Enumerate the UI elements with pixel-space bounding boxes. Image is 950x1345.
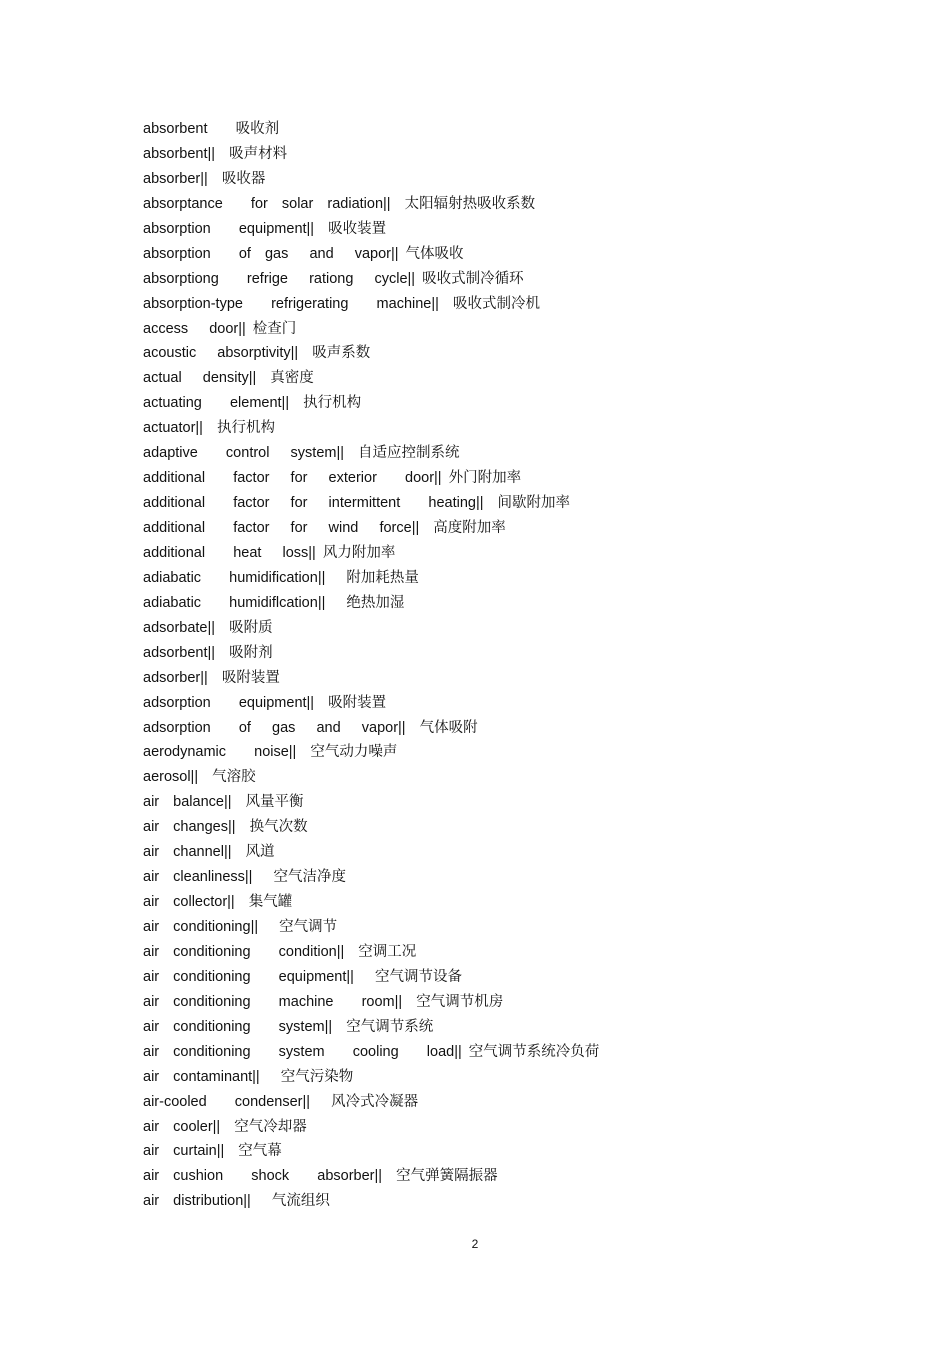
glossary-entry: air-cooled condenser|| 风冷式冷凝器 [143,1093,419,1110]
glossary-entry: aerosol|| 气溶胶 [143,769,256,786]
glossary-entry: adsorbate|| 吸附质 [143,619,273,636]
glossary-entry: air conditioning equipment|| 空气调节设备 [143,968,463,985]
glossary-entry: adiabatic humidiflcation|| 绝热加湿 [143,594,405,611]
glossary-entry: adsorber|| 吸附装置 [143,669,280,686]
glossary-entry: air curtain|| 空气幕 [143,1143,282,1160]
glossary-entry: additional factor for intermittent heating|| 间歇附加率 [143,495,571,512]
glossary-entry: air collector|| 集气罐 [143,894,293,911]
glossary-entry: adaptive control system|| 自适应控制系统 [143,445,460,462]
glossary-entry: air conditioning condition|| 空调工况 [143,943,417,960]
glossary-entry: acoustic absorptivity|| 吸声系数 [143,345,371,362]
glossary-list [143,117,599,1214]
glossary-entry: air conditioning system|| 空气调节系统 [143,1018,434,1035]
glossary-entry: additional factor for exterior door|| 外门附加率 [143,470,522,487]
glossary-entry: air cleanliness|| 空气洁净度 [143,869,347,886]
glossary-entry: absorption equipment|| 吸收装置 [143,220,387,237]
glossary-entry: actual density|| 真密度 [143,370,314,387]
glossary-entry: absorptance for solar radiation|| 太阳辐射热吸收系数 [143,195,536,212]
glossary-entry: additional factor for wind force|| 高度附加率 [143,520,506,536]
glossary-entry: absorption-type refrigerating machine|| 吸收式制冷机 [143,295,540,312]
glossary-entry: air changes|| 换气次数 [143,819,308,836]
glossary-entry: adsorbent|| 吸附剂 [143,644,273,661]
glossary-entry: air conditioning|| 空气调节 [143,919,338,935]
glossary-entry: air balance|| 风量平衡 [143,794,304,811]
glossary-entry: air conditioning machine room|| 空气调节机房 [143,993,504,1010]
glossary-entry: adsorption equipment|| 吸附装置 [143,694,387,711]
glossary-entry: access door|| 检查门 [143,320,297,337]
glossary-entry: additional heat loss|| 风力附加率 [143,544,396,561]
glossary-entry: air cushion shock absorber|| 空气弹簧隔振器 [143,1168,498,1185]
glossary-entry: absorbent|| 吸声材料 [143,145,288,162]
glossary-entry: absorptiong refrige rationg cycle|| 吸收式制冷循环 [143,270,524,287]
glossary-entry: air cooler|| 空气冷却器 [143,1118,307,1135]
glossary-entry: actuating element|| 执行机构 [143,395,362,412]
glossary-entry: actuator|| 执行机构 [143,420,275,437]
page-number: 2 [471,1237,479,1251]
glossary-entry: air channel|| 风道 [143,844,275,861]
glossary-entry: adiabatic humidification|| 附加耗热量 [143,569,419,586]
glossary-entry: adsorption of gas and vapor|| 气体吸附 [143,719,478,736]
glossary-entry: air contaminant|| 空气污染物 [143,1068,354,1085]
glossary-entry: absorption of gas and vapor|| 气体吸收 [143,245,464,262]
glossary-entry: absorbent 吸收剂 [143,121,280,137]
glossary-entry: absorber|| 吸收器 [143,170,266,187]
glossary-entry: aerodynamic noise|| 空气动力噪声 [143,744,398,761]
glossary-entry: air conditioning system cooling load|| 空气调节系统冷负荷 [143,1043,600,1060]
glossary-entry: air distribution|| 气流组织 [143,1193,330,1210]
